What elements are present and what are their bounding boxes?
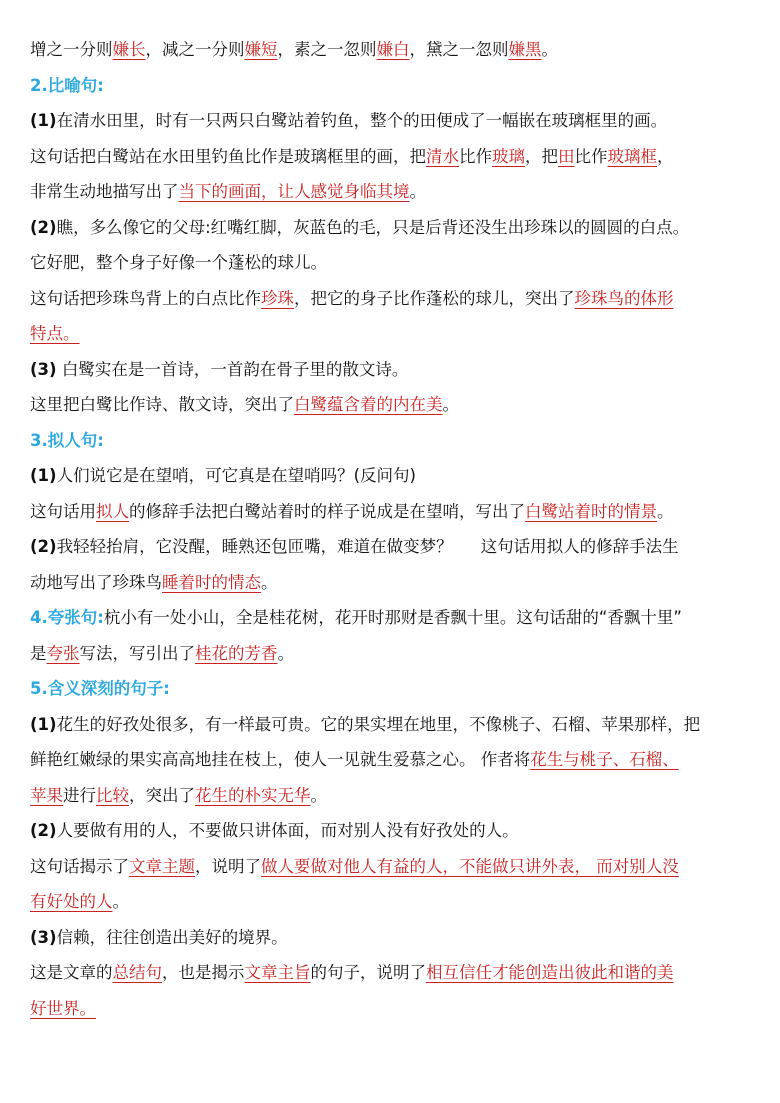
text-line (30, 103, 752, 139)
text-segment: 。 (442, 395, 459, 414)
text-line (30, 139, 752, 175)
text-line (30, 849, 752, 885)
item-number: (2) (30, 821, 57, 840)
item-number: (3) (30, 359, 57, 379)
text-line (30, 529, 752, 565)
text-segment: 的修辞手法把白鹭站着时的样子说成是在望哨，写出了 (129, 501, 525, 521)
answer-underlined: 嫌长 (112, 40, 146, 59)
text-line (30, 707, 752, 743)
text-line (30, 174, 752, 210)
text-segment: 我轻轻抬肩，它没醒，睡熟还包匝嘴，难道在做变梦？ (56, 537, 453, 556)
item-number: (1) (30, 466, 57, 485)
text-segment: 。 (277, 643, 294, 663)
answer-underlined: 夸张 (46, 643, 80, 663)
answer-underlined: 苹果 (30, 785, 63, 805)
answer-underlined: 珍珠 (261, 288, 294, 308)
text-line (30, 920, 752, 956)
text-segment: 人要做有用的人，不要做只讲体面，而对别人没有好孜处的人。 (56, 821, 519, 840)
answer-underlined: 嫌白 (376, 40, 410, 59)
text-segment: 。 (310, 785, 327, 805)
answer-underlined: 特点。 (30, 324, 80, 343)
text-line (30, 813, 752, 849)
text-segment: ，减之一分则 (145, 40, 245, 59)
answer-underlined: 好世界。 (30, 998, 96, 1018)
answer-underlined: 比较 (96, 785, 129, 805)
text-segment: 人们说它是在望哨，可它真是在望哨吗？(反问句) (56, 466, 416, 485)
text-segment: 白鹭实在是一首诗，一首韵在骨子里的散文诗。 (56, 359, 409, 379)
answer-underlined: 文章主旨 (244, 963, 311, 982)
text-segment: 杭小有一处小山，全是桂花树，花开时那财是香飘十里。这句话甜的“香飘十里” (103, 608, 682, 627)
text-line (30, 68, 752, 104)
section-heading: 5.含义深刻的句子: (30, 679, 170, 698)
answer-underlined: 珍珠鸟的体形 (574, 288, 674, 308)
text-line (30, 600, 752, 636)
answer-underlined: 田 (558, 146, 575, 166)
text-segment: ，黛之一忽则 (409, 40, 509, 59)
text-line (30, 423, 752, 459)
answer-underlined: 睡着时的情态 (162, 572, 261, 592)
answer-underlined: 相互信任才能创造出彼此和谐的美 (426, 963, 674, 982)
answer-underlined: 嫌短 (244, 40, 278, 59)
text-segment: 这句话用拟人的修辞手法生 (480, 537, 679, 556)
text-line (30, 32, 752, 68)
text-segment: 瞧，多么像它的父母:红嘴红脚，灰蓝色的毛，只是后背还没生出珍珠以的圆圆的白点。 (56, 217, 690, 237)
text-segment: 比作 (574, 146, 608, 166)
answer-underlined: 白鹭站着时的情景 (525, 501, 657, 521)
text-line (30, 884, 752, 920)
text-segment: 它好肥，整个身子好像一个蓬松的球儿。 (30, 253, 327, 272)
text-segment: 这里把白鹭比作诗、散文诗，突出了 (30, 395, 294, 414)
answer-underlined: 总结句 (112, 963, 162, 982)
answer-underlined: 玻璃 (492, 146, 525, 166)
text-segment: 这句话把白鹭站在水田里钓鱼比作是玻璃框里的画，把 (30, 146, 426, 166)
text-line (30, 210, 752, 246)
text-segment: 花生的好孜处很多，有一样最可贵。它的果实埋在地里，不像桃子、石榴、苹果那样，把 (56, 714, 701, 734)
text-line (30, 778, 752, 814)
answer-underlined: 当下的画面，让人感觉身临其境 (178, 182, 410, 201)
text-line (30, 494, 752, 530)
answer-underlined: 白鹭蕴含着的内在美 (294, 395, 443, 414)
text-line (30, 458, 752, 494)
item-number: (2) (30, 217, 57, 237)
answer-underlined: 玻璃框 (607, 146, 657, 166)
text-segment: 。 (541, 40, 558, 59)
text-segment: 在清水田里，时有一只两只白鹭站着钓鱼，整个的田便成了一幅嵌在玻璃框里的画。 (56, 111, 668, 130)
text-segment: 写法，写引出了 (79, 643, 195, 663)
text-segment: ，素之一忽则 (277, 40, 377, 59)
text-segment: 这是文章的 (30, 963, 113, 982)
text-line (30, 565, 752, 601)
section-heading: 2.比喻句: (30, 75, 104, 95)
answer-underlined: 嫌黑 (508, 40, 542, 59)
text-segment: ，突出了 (129, 785, 195, 805)
answer-underlined: 拟人 (96, 501, 129, 521)
text-segment: 动地写出了珍珠鸟 (30, 572, 162, 592)
answer-underlined: 文章主题 (129, 856, 195, 876)
text-segment: 鲜艳红嫩绿的果实高高地挂在枝上，使人一见就生爱慕之心。 作者将 (30, 750, 531, 769)
item-number: (1) (30, 111, 57, 130)
text-segment: ，也是揭示 (162, 963, 245, 982)
text-segment: 。 (657, 501, 674, 521)
text-line (30, 636, 752, 672)
text-line (30, 316, 752, 352)
text-segment: 信赖，往往创造出美好的境界。 (56, 927, 288, 947)
text-segment: 。 (112, 892, 129, 911)
text-segment: 非常生动地描写出了 (30, 182, 179, 201)
section-heading: 3.拟人句: (30, 430, 104, 450)
text-segment: 这句话用 (30, 501, 96, 521)
text-line (30, 955, 752, 991)
text-line (30, 742, 752, 778)
text-segment: 比作 (459, 146, 492, 166)
text-segment: ，把它的身子比作蓬松的球儿，突出了 (294, 288, 575, 308)
text-segment: ， (657, 146, 674, 166)
text-segment: 。 (409, 182, 426, 201)
text-line (30, 245, 752, 281)
answer-underlined: 做人要做对他人有益的人，不能做只讲外表， 而对别人没 (261, 856, 679, 876)
text-segment: 这句话揭示了 (30, 856, 129, 876)
text-line (30, 671, 752, 707)
text-segment: 这句话把珍珠鸟背上的白点比作 (30, 288, 261, 308)
answer-underlined: 花生的朴实无华 (195, 785, 311, 805)
text-segment: ，把 (525, 146, 558, 166)
text-line (30, 387, 752, 423)
item-number: (3) (30, 927, 57, 947)
text-segment: 的句子，说明了 (310, 963, 426, 982)
answer-underlined: 花生与桃子、石榴、 (530, 750, 679, 769)
text-line (30, 991, 752, 1027)
section-heading: 4.夸张句: (30, 608, 104, 627)
answer-underlined: 桂花的芳香 (195, 643, 278, 663)
answer-underlined: 有好处的人 (30, 892, 113, 911)
text-segment: 是 (30, 643, 47, 663)
answer-underlined: 清水 (426, 146, 459, 166)
item-number: (1) (30, 714, 57, 734)
text-line (30, 352, 752, 388)
item-number: (2) (30, 537, 57, 556)
text-segment: 增之一分则 (30, 40, 113, 59)
text-segment: ，说明了 (195, 856, 261, 876)
text-segment: 进行 (63, 785, 96, 805)
text-segment: 。 (261, 572, 278, 592)
text-line (30, 281, 752, 317)
